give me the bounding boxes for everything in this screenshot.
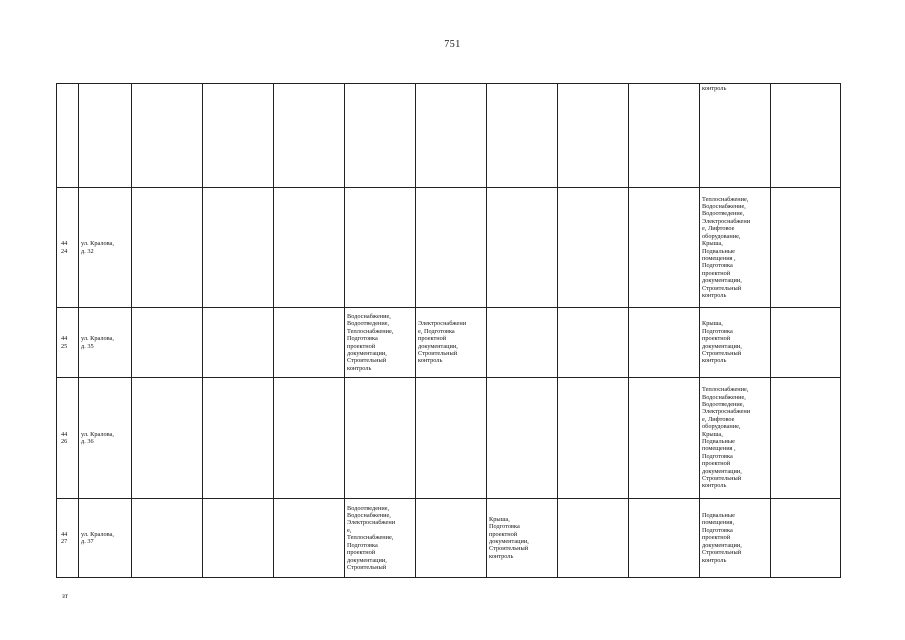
row-number-cell: 44 27: [57, 499, 79, 578]
table-row: [57, 188, 841, 308]
table-row: [57, 308, 841, 378]
period1-works-cell: [345, 84, 416, 188]
row-number-cell: 44 25: [57, 308, 79, 378]
period4-works-cell: контроль: [700, 84, 771, 188]
address-cell: ул. Кралова, д. 36: [79, 378, 132, 499]
table-row: [57, 84, 841, 188]
address-cell: [79, 84, 132, 188]
period4-works-cell: Подвальные помещения, Подготовка проектной документации, Строительный контроль: [700, 499, 771, 578]
row-number-cell: 44 24: [57, 188, 79, 308]
period1-works-cell: [345, 378, 416, 499]
period4-works-cell: Теплоснабжение, Водоснабжение, Водоотведение, Электроснабжени е, Лифтовое оборудование, Крыша, Подвальные помещения , Подготовка проектной документации, Строительный контроль: [700, 188, 771, 308]
period3-works-cell: Крыша, Подготовка проектной документации, Строительный контроль: [487, 499, 558, 578]
footer-code: зт: [62, 592, 68, 600]
address-cell: ул. Кралова, д. 37: [79, 499, 132, 578]
period3-works-cell: [487, 378, 558, 499]
address-cell: ул. Кралова, д. 35: [79, 308, 132, 378]
period2-works-cell: [416, 84, 487, 188]
address-cell: ул. Кралова, д. 32: [79, 188, 132, 308]
period1-works-cell: [345, 188, 416, 308]
row-number-cell: 44 26: [57, 378, 79, 499]
row-number-cell: [57, 84, 79, 188]
capital-repair-table: [56, 83, 841, 578]
period4-works-cell: Теплоснабжение, Водоснабжение, Водоотведение, Электроснабжени е, Лифтовое оборудование, Крыша, Подвальные помещения , Подготовка проектной документации, Строительный контроль: [700, 378, 771, 499]
period3-works-cell: [487, 84, 558, 188]
period3-works-cell: [487, 308, 558, 378]
period2-works-cell: Электроснабжени е, Подготовка проектной документации, Строительный контроль: [416, 308, 487, 378]
period1-works-cell: Водоснабжение, Водоотведение, Теплоснабжение, Подготовка проектной документации, Строительный контроль: [345, 308, 416, 378]
page-number: 751: [444, 39, 461, 50]
table-row: [57, 378, 841, 499]
period1-works-cell: Водоотведение, Водоснабжение, Электроснабжени е, Теплоснабжение, Подготовка проектной документации, Строительный: [345, 499, 416, 578]
period2-works-cell: [416, 499, 487, 578]
period2-works-cell: [416, 378, 487, 499]
period4-works-cell: Крыша, Подготовка проектной документации, Строительный контроль: [700, 308, 771, 378]
period3-works-cell: [487, 188, 558, 308]
period2-works-cell: [416, 188, 487, 308]
table-row: [57, 499, 841, 578]
